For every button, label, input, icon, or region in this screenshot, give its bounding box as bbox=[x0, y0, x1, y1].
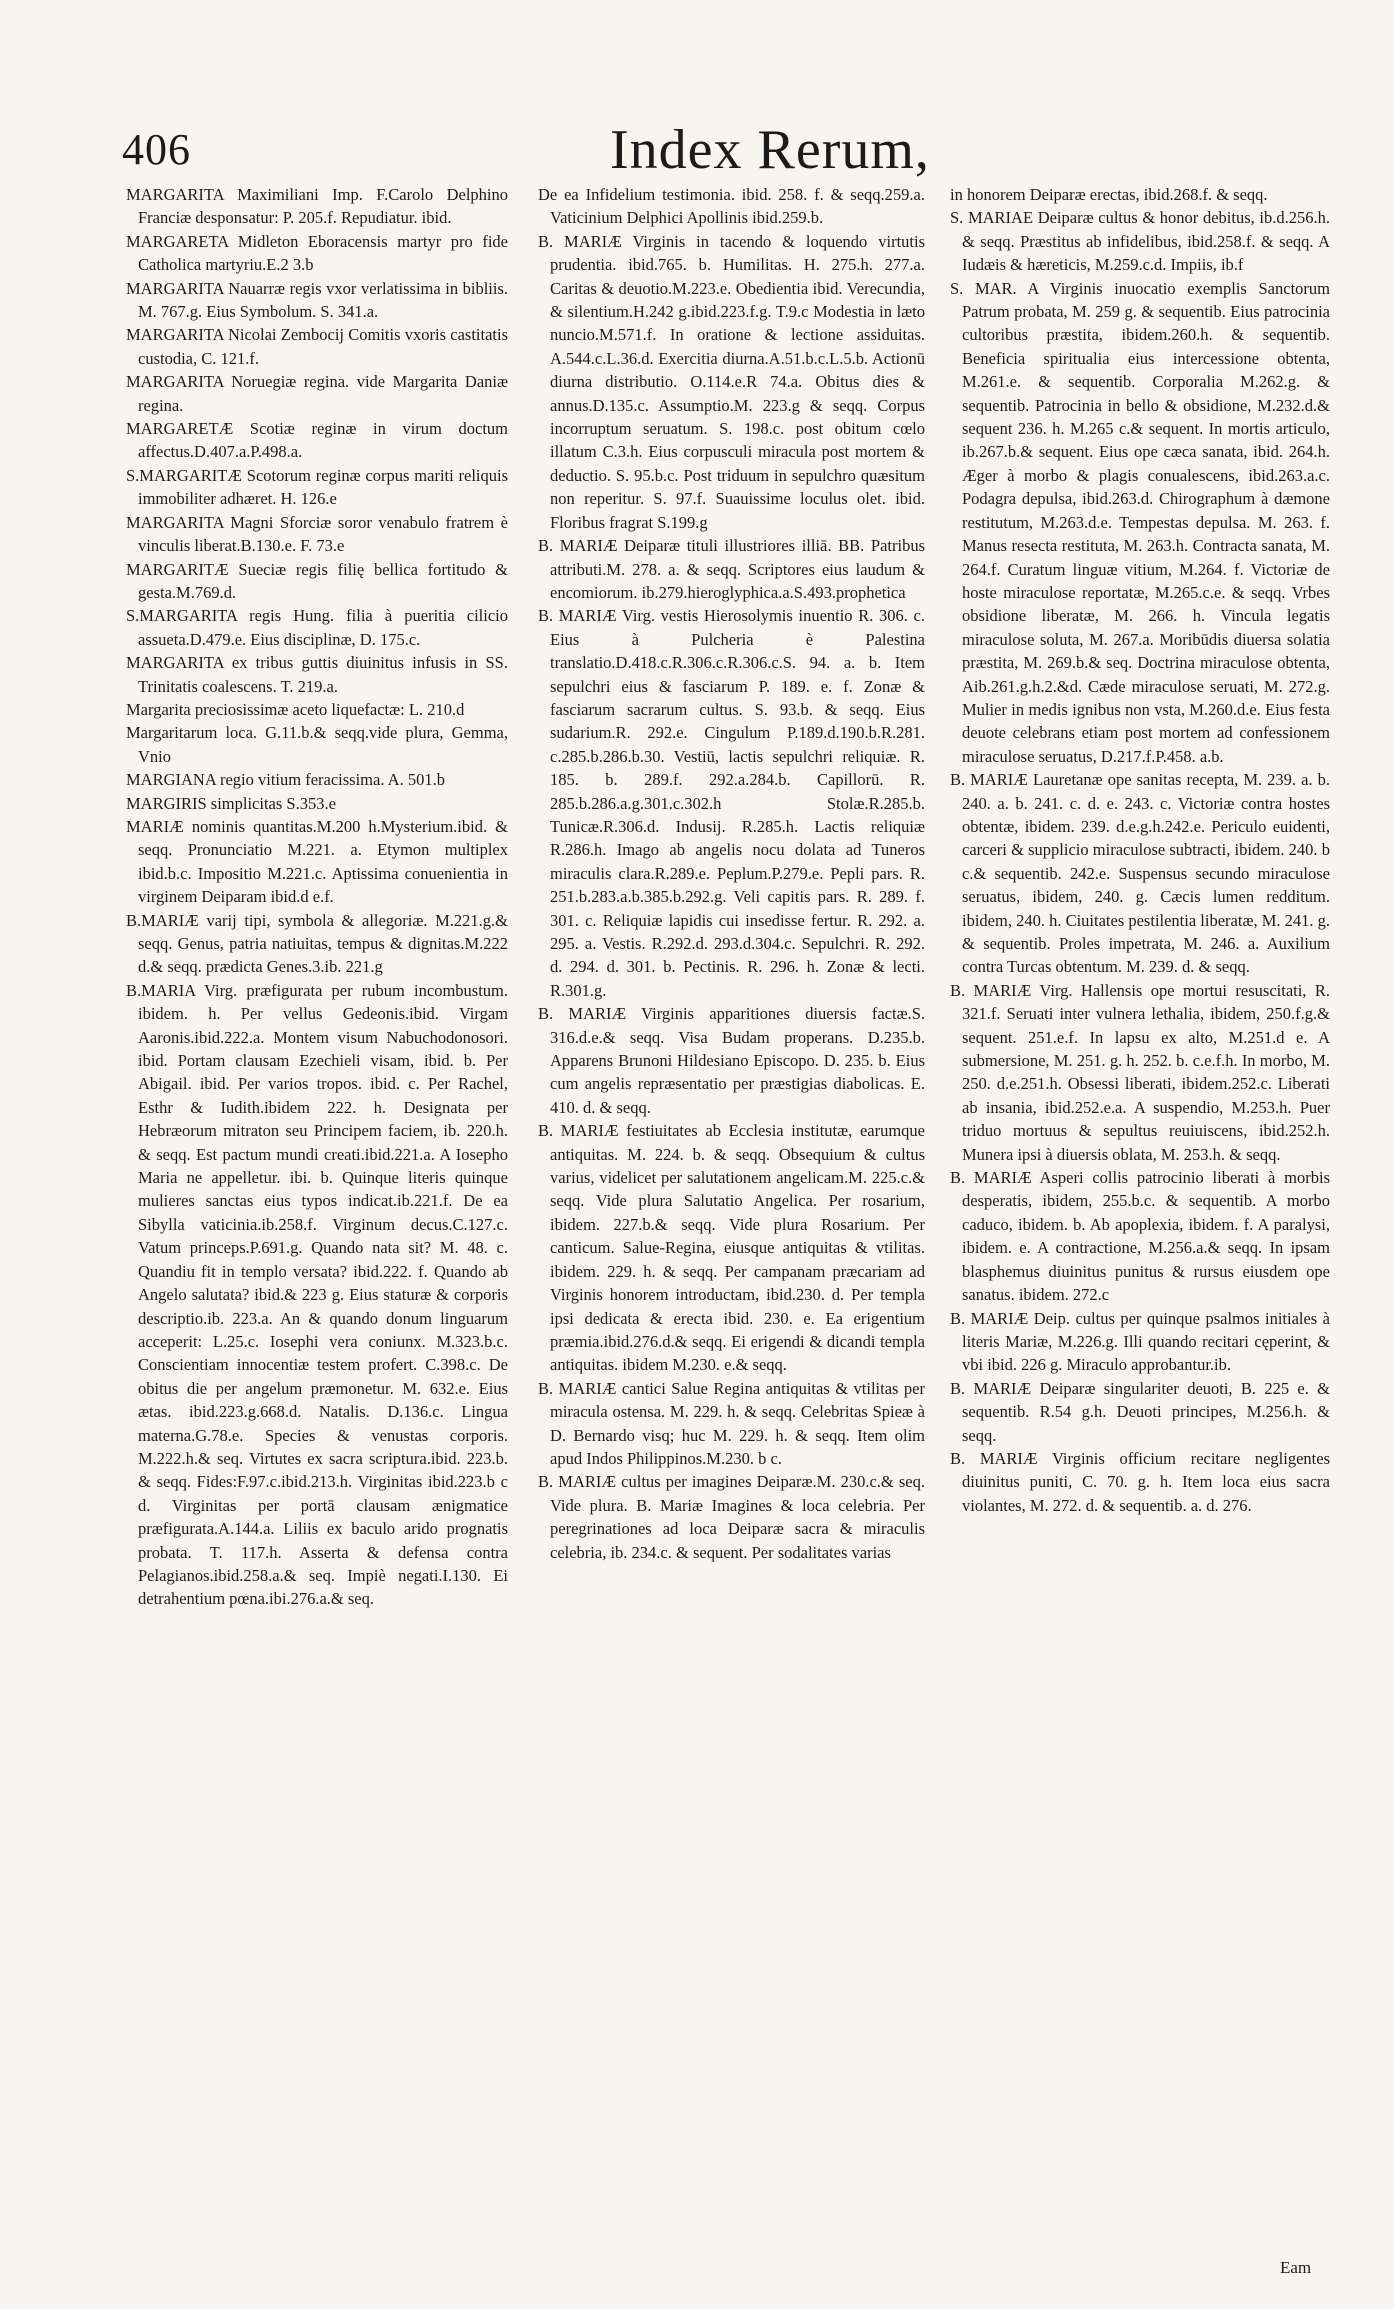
index-entry: B. MARIÆ Virginis apparitiones diuersis factæ.S. 316.d.e.& seqq. Visa Budam properans. D.235.b. Apparens Brunoni Hildesiano Episcopo. D. 235. b. Eius cum angelis repræsentatio per præstigias diabolicas. E. 410. d. & seqq. bbox=[538, 1004, 925, 1117]
running-title: Index Rerum, bbox=[610, 119, 930, 181]
index-entry: De ea Infidelium testimonia. ibid. 258. f. & seqq.259.a. Vaticinium Delphici Apollinis ibid.259.b. bbox=[538, 185, 925, 228]
index-entry: Margarita preciosissimæ aceto liquefactæ: L. 210.d bbox=[126, 699, 465, 719]
column-left bbox=[126, 183, 508, 2263]
index-entry: S. MAR. A Virginis inuocatio exemplis Sanctorum Patrum probata, M. 259 g. & sequentib. Eius patrocinia cultoribus præstita, ibidem.260.h. & sequentib. Beneficia spiritualia eius intercessione obtenta, M.261.e. & sequentib. Corporalia M.262.g. & sequentib. Patrocinia in bello & obsidione, M.232.d.& sequent 236. h. M.265 c.& sequent. In mortis articulo, ib.267.b.& sequent. Eius ope cæca sanata, ibid. 264.h. Æger à morbo & plagis conualescens, ibid.263.a.c. Podagra depulsa, ibid.263.d. Chirographum à dæmone restitutum, M.263.d.e. Tempestas depulsa. M. 263. f. Manus resecta restituta, M. 263.h. Contracta sanata, M. 264.f. Curatum linguæ vitium, M.264. f. Victoriæ de hoste miraculose reportatæ, M.265.c.e. & seqq. Vrbes obsidione liberatæ, M. 266. h. Vincula legatis miraculose soluta, M. 267.a. Moribūdis diuersa solatia præstita, M. 269.b.& seq. Doctrina miraculose obtenta, Aib.261.g.h.2.&d. Cæde miraculose seruati, M. 272.g. Mulier in medis ignibus non vsta, M.260.d.e. Eius festa deuote celebrans etiam post mortem ad confessionem miraculose seruatus, D.217.f.P.458. a.b. bbox=[950, 278, 1330, 766]
index-entry: MARGARITA Magni Sforciæ soror venabulo fratrem è vinculis liberat.B.130.e. F. 73.e bbox=[126, 512, 508, 556]
index-entry: S.MARGARITA regis Hung. filia à pueritia cilicio assueta.D.479.e. Eius disciplinæ, D. 175.c. bbox=[126, 606, 508, 649]
index-entry: MARGARITA ex tribus guttis diuinitus infusis in SS. Trinitatis coalescens. T. 219.a. bbox=[126, 653, 508, 696]
index-entry: B.MARIA Virg. præfigurata per rubum incombustum. ibidem. h. Per vellus Gedeonis.ibid. Virgam Aaronis.ibid.222.a. Montem visum Nabuchodonosori. ibid. Portam clausam Ezechieli visam, ibid. b. Per Abigail. ibid. Per varios tropos. ibid. c. Per Rachel, Esthr & Iudith.ibidem 222. h. Designata per Hebræorum mitraton seu Principem faciem, ib. 220.h. & seqq. Est pactum mundi creati.ibid.221.a. A Iosepho Maria ne appelletur. ibi. b. Quinque literis quinque mulieres sanctas eius typos indicat.ib.221.f. De ea Sibylla vaticinia.ib.258.f. Virginum decus.C.127.c. Vatum princeps.P.691.g. Quando nata sit? M. 48. c. Quandiu fit in templo versata? ibid.222. f. Quando ab Angelo salutata? ibid.& 223 g. Eius staturæ & corporis descriptio.ib. 223.a. An & quando donum linguarum acceperit: L.25.c. Iosephi vera coniunx. M.323.b.c. Conscientiam innocentiæ testem profert. C.398.c. De obitus die per angelum præmonetur. M. 632.e. Eius ætas. ibid.223.g.668.d. Natalis. D.136.c. Lingua materna.G.78.e. Species & venustas corporis. M.222.h.& seq. Virtutes ex sacra scriptura.ibid. 223.b. & seqq. Fides:F.97.c.ibid.213.h. Virginitas ibid.223.b c d. Virginitas per portā clausam ænigmatice præfigurata.A.144.a. Liliis ex baculo arido prognatis probata. T. 117.h. Asserta & defensa contra Pelagianos.ibid.258.a.& seq. Impiè negati.I.130. Ei detrahentium pœna.ibi.276.a.& seq. bbox=[126, 980, 508, 1609]
index-entry: B. MARIÆ Virginis officium recitare negligentes diuinitus puniti, C. 70. g. h. Item loca eius sacra violantes, M. 272. d. & sequentib. a. d. 276. bbox=[950, 1448, 1330, 1515]
index-entry: B. MARIÆ Deiparæ tituli illustriores illiā. BB. Patribus attributi.M. 278. a. & seqq. Scriptores eius laudum & encomiorum. ib.279.hieroglyphica.a.S.493.prophetica bbox=[538, 536, 925, 602]
index-entry: B. MARIÆ Virginis in tacendo & loquendo virtutis prudentia. ibid.765. b. Humilitas. H. 275.h. 277.a. Caritas & deuotio.M.223.e. Obedientia ibid. Verecundia, & silentium.H.242 g.ibid.223.f.g. T.9.c Modestia in læto nuncio.M.571.f. In oratione & lectione assiduitas. A.544.c.L.36.d. Exercitia diurna.A.51.b.c.L.5.b. Actionū diurna distributio. O.114.e.R 74.a. Obitus dies & annus.D.135.c. Assumptio.M. 223.g & seqq. Corpus incorruptum seruatum. S. 198.c. post obitum cœlo illatum C.3.h. Eius corpusculi miracula post mortem & deductio. S. 95.b.c. Post triduum in sepulchro quæsitum non reperitur. S. 97.f. Suauissime loculus olet. ibid. Floribus fragrat S.199.g bbox=[538, 231, 925, 532]
index-entry: B. MARIÆ festiuitates ab Ecclesia institutæ, earumque antiquitas. M. 224. b. & seqq. Obsequium & cultus varius, videlicet per salutationem angelicam.M. 225.c.& seqq. Vide plura Salutatio Angelica. Per rosarium, ibidem. 227.b.& seqq. Vide plura Rosarium. Per canticum. Salue-Regina, eiusque antiquitas & vtilitas. ibidem. 229. h. & seqq. Per campanam præcariam ad Virginis honorem introductam, ibid.230. d. Per templa ipsi dedicata & erecta ibid. 230. e. Ea erigentium præmia.ibid.276.d.& seqq. Ei erigendi & dicandi templa antiquitas. ibidem M.230. e.& seqq. bbox=[538, 1121, 925, 1375]
index-entry: B. MARIÆ cultus per imagines Deiparæ.M. 230.c.& seq. Vide plura. B. Mariæ Imagines & loca celebria. Per peregrinationes ad loca Deiparæ sacra & miraculis celebria, ib. 234.c. & sequent. Per sodalitates varias bbox=[538, 1472, 925, 1562]
column-middle bbox=[538, 183, 925, 2263]
index-entry: B. MARIÆ Asperi collis patrocinio liberati à morbis desperatis, ibidem, 255.b.c. & sequentib. A morbo caduco, ibidem. b. Ab apoplexia, ibidem. f. A paralysi, ibidem. e. A contractione, M.256.a.& seqq. In ipsam blasphemus diuinitus punitus & rursus eiusdem ope sanatus. ibidem. 272.c bbox=[950, 1168, 1330, 1305]
index-entry: MARIÆ nominis quantitas.M.200 h.Mysterium.ibid. & seqq. Pronunciatio M.221. a. Etymon multiplex ibid.b.c. Impositio M.221.c. Aptissima conuenientia in virginem Deiparam ibid.d e.f. bbox=[126, 816, 508, 907]
page-number: 406 bbox=[122, 125, 191, 174]
column-right bbox=[950, 183, 1330, 2263]
index-entry: B. MARIÆ Deiparæ singulariter deuoti, B. 225 e. & sequentib. R.54 g.h. Deuoti principes, M.256.h. & seqq. bbox=[950, 1378, 1330, 1445]
index-entry: B. MARIÆ Virg. Hallensis ope mortui resuscitati, R. 321.f. Seruati inter vulnera lethalia, ibidem, 250.f.g.& sequent. 251.e.f. In lapsu ex alto, M.251.d e. A submersione, M. 251. g. h. 252. b. c.e.f.h. In morbo, M. 250. d.e.251.h. Obsessi liberati, ibidem.252.c. Liberati ab insania, ibid.252.e.a. A suspendio, M.253.h. Puer triduo mortuus & sepultus reuiuiscens, ibid.252.h. Munera ipsi à diuersis oblata, M. 253.h. & seqq. bbox=[950, 980, 1330, 1164]
index-entry: S.MARGARITÆ Scotorum reginæ corpus mariti reliquis immobiliter adhæret. H. 126.e bbox=[126, 465, 508, 509]
index-entry: MARGARITA Nauarræ regis vxor verlatissima in bibliis. M. 767.g. Eius Symbolum. S. 341.a. bbox=[126, 278, 508, 322]
index-entry: B. MARIÆ Lauretanæ ope sanitas recepta, M. 239. a. b. 240. a. b. 241. c. d. e. 243. c. Victoriæ contra hostes obtentæ, ibidem. 239. d.e.g.h.242.e. Periculo euidenti, carceri & supplicio miraculose subtracti, ibidem. 240. b c.& sequentib. 242.e. Suspensus secundo miraculose seruatus, ibidem, 240. g. Cæcis lumen redditum. ibidem, 240. h. Ciuitates pestilentia liberatæ, M. 241. g. & sequentib. Proles impetrata, M. 246. a. Auxilium contra Turcas obtentum. M. 239. d. & seqq. bbox=[950, 770, 1330, 977]
index-entry: MARGARITA Nicolai Zembocij Comitis vxoris castitatis custodia, C. 121.f. bbox=[126, 325, 508, 368]
index-entry: MARGIANA regio vitium feracissima. A. 501.b bbox=[126, 770, 445, 790]
index-entry: MARGARITA Maximiliani Imp. F.Carolo Delphino Franciæ desponsatur: P. 205.f. Repudiatur. ibid. bbox=[126, 185, 508, 228]
index-entry: MARGARETÆ Scotiæ reginæ in virum doctum affectus.D.407.a.P.498.a. bbox=[126, 419, 508, 462]
index-entry: Margaritarum loca. G.11.b.& seqq.vide plura, Gemma, Vnio bbox=[126, 723, 508, 766]
index-entry: B.MARIÆ varij tipi, symbola & allegoriæ. M.221.g.& seqq. Genus, patria natiuitas, tempus & dignitas.M.222 d.& seqq. prædicta Genes.3.ib. 221.g bbox=[126, 910, 508, 977]
index-entry: in honorem Deiparæ erectas, ibid.268.f. & seqq. bbox=[950, 185, 1268, 204]
index-entry: MARGIRIS simplicitas S.353.e bbox=[126, 793, 336, 813]
index-entry: B. MARIÆ Deip. cultus per quinque psalmos initiales à literis Mariæ, M.226.g. Illi quando recitari cęperint, & vbi ibid. 226 g. Miraculo approbantur.ib. bbox=[950, 1308, 1330, 1375]
catchword: Eam bbox=[1280, 2258, 1312, 2277]
index-entry: MARGARITÆ Sueciæ regis filię bellica fortitudo & gesta.M.769.d. bbox=[126, 559, 508, 602]
index-entry: MARGARETA Midleton Eboracensis martyr pro fide Catholica martyriu.E.2 3.b bbox=[126, 231, 508, 275]
index-entry: S. MARIAE Deiparæ cultus & honor debitus, ib.d.256.h. & seqq. Præstitus ab infidelibus, ibid.258.f. & seqq. A Iudæis & hæreticis, M.259.c.d. Impiis, ib.f bbox=[950, 208, 1330, 275]
index-entry: MARGARITA Noruegiæ regina. vide Margarita Daniæ regina. bbox=[126, 372, 508, 415]
index-entry: B. MARIÆ Virg. vestis Hierosolymis inuentio R. 306. c. Eius à Pulcheria è Palestina translatio.D.418.c.R.306.c.R.306.c.S. 94. a. b. Item sepulchri eius & fasciarum P. 189. e. f. Zonæ & fasciarum sacrarum cultus. S. 93.b. & seqq. Eius sudarium.R. 292.e. Cingulum P.189.d.190.b.R.281. c.285.b.286.b.30. Vestiū, lactis sepulchri reliquiæ. R. 185. b. 289.f. 292.a.284.b. Capillorū. R. 285.b.286.a.g.301.c.302.h Stolæ.R.285.b. Tunicæ.R.306.d. Indusij. R.285.h. Lactis reliquiæ R.286.h. Imago ab angelis nocu dolata ad Tuneros miraculis clara.R.289.e. Peplum.P.279.e. Pepli pars. R. 251.b.283.a.b.385.b.292.g. Veli capitis pars. R. 289. f. 301. c. Reliquiæ lapidis cui insedisse fertur. R. 292. a. 295. a. Vestis. R.292.d. 293.d.304.c. Sepulchri. R. 292. d. 294. d. 301. b. Pectinis. R. 296. h. Zonæ & lecti. R.301.g. bbox=[538, 606, 925, 1000]
index-entry: B. MARIÆ cantici Salue Regina antiquitas & vtilitas per miracula ostensa. M. 229. h. & seqq. Celebritas Spieæ à D. Bernardo visq; huc M. 229. h. & seqq. Item olim apud Indos Philippinos.M.230. b c. bbox=[538, 1378, 925, 1468]
